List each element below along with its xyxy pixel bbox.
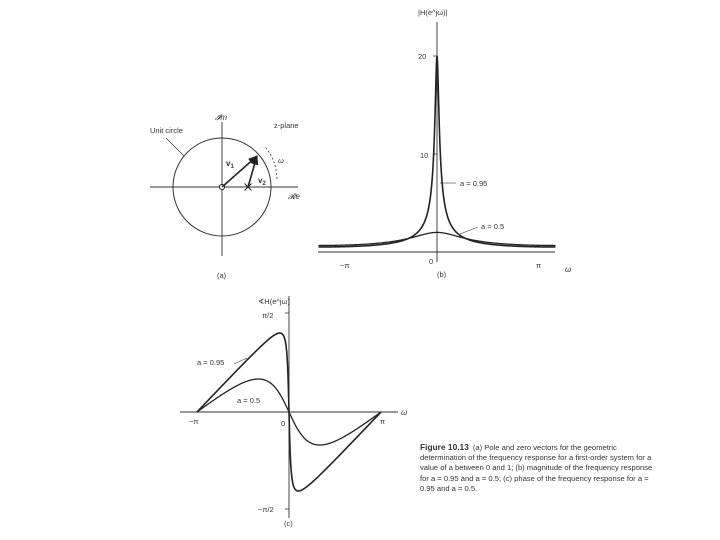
angle-arc xyxy=(264,146,277,179)
a5-leader xyxy=(460,227,478,234)
panel-b-tick-label-10: 10 xyxy=(420,151,429,160)
series-label-a095: a = 0.95 xyxy=(460,179,488,188)
series-label-a05: a = 0.5 xyxy=(481,222,505,231)
panel-b-tick-label-neg-pi: −π xyxy=(340,261,350,270)
real-axis-label: 𝓡e xyxy=(288,192,300,201)
panel-c-tick-label-pos: π/2 xyxy=(262,311,274,320)
panel-c-tick-label-neg: −π/2 xyxy=(258,505,274,514)
panel-b-tick-label-pi: π xyxy=(536,261,542,270)
panel-c-tag: (c) xyxy=(284,519,293,528)
unit-circle-label: Unit circle xyxy=(150,126,183,135)
panel-a-tag: (a) xyxy=(217,271,227,280)
c-series-label-a05: a = 0.5 xyxy=(237,396,261,405)
panel-b xyxy=(318,8,571,279)
figure-caption xyxy=(420,442,660,494)
v2-label: $v_2$ xyxy=(258,176,266,187)
c-series-label-a095: a = 0.95 xyxy=(197,358,225,367)
panel-c-tick-label-neg-pi: −π xyxy=(189,417,199,426)
angle-label: ω xyxy=(278,156,284,165)
caption-text: (a) Pole and zero vectors for the geometric determination of the frequency response for a first-order system for a value of a between 0 and 1; (b) magnitude of the frequency response for a = 0.95 and a = 0.5; (c) phase of the frequency response for a = 0.95 and a = 0.5. xyxy=(420,443,653,493)
figure-number: Figure 10.13 xyxy=(420,442,469,452)
panel-a xyxy=(150,113,300,280)
v1-label: $v_1$ xyxy=(226,159,234,170)
circle-label-leader xyxy=(166,138,184,156)
panel-c-tick-label-pi: π xyxy=(380,417,386,426)
panel-c xyxy=(180,296,407,528)
imag-axis-label: 𝓘m xyxy=(215,113,228,122)
panel-b-xlabel: ω xyxy=(565,265,572,274)
panel-b-ylabel: |H(e^jω)| xyxy=(418,8,448,17)
panel-b-tick-label-zero: 0 xyxy=(429,257,434,266)
panel-b-tag: (b) xyxy=(437,270,447,279)
panel-c-tick-label-zero: 0 xyxy=(281,419,286,428)
z-plane-label: z-plane xyxy=(274,121,299,130)
panel-b-tick-label-20: 20 xyxy=(418,52,427,61)
panel-c-ylabel: ∢H(e^jω) xyxy=(258,297,290,306)
panel-c-xlabel: ω xyxy=(401,408,408,417)
